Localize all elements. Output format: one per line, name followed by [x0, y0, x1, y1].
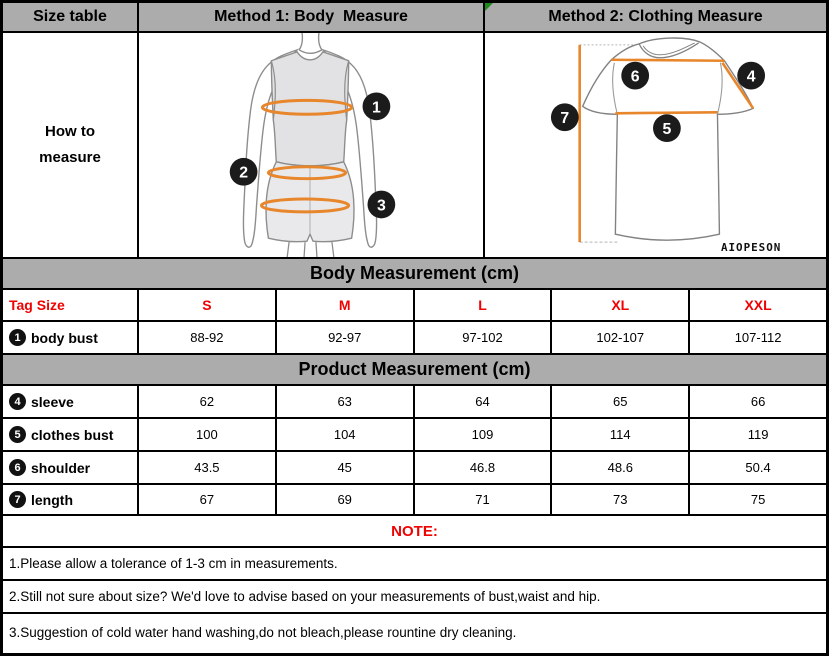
- chest-measure-line: [615, 112, 717, 113]
- svg-text:3: 3: [376, 197, 386, 215]
- row-label-sleeve: [3, 386, 139, 417]
- body-measurement-band: [3, 259, 826, 290]
- clothes-bust-xl: 114: [552, 419, 690, 450]
- body-measurement-title: Body Measurement (cm): [3, 259, 826, 288]
- table-row-body-bust: [3, 322, 826, 355]
- shoulder-xxl: 50.4: [745, 460, 771, 475]
- marker-1: [363, 92, 391, 120]
- body-bust-xl: 102-107: [552, 322, 690, 353]
- marker-3: [367, 191, 395, 219]
- body-bust-m: 92-97: [277, 322, 415, 353]
- top-header-row: [3, 3, 826, 33]
- sleeve-xxl: 66: [750, 394, 766, 409]
- clothes-bust-s: 100: [139, 419, 277, 450]
- length-m: 69: [277, 485, 415, 514]
- size-header-l: L: [415, 290, 553, 320]
- how-to-measure-cell: [3, 33, 139, 257]
- size-header-s: S: [139, 290, 277, 320]
- sleeve-m: 63: [277, 386, 415, 417]
- length-s: 67: [139, 485, 277, 514]
- body-bust-xxl: 107-112: [734, 330, 782, 345]
- table-row-length: [3, 485, 826, 516]
- shoulder-xl: 48.6: [552, 452, 690, 483]
- note-row-3: [3, 614, 826, 651]
- illustration-row: [3, 33, 826, 259]
- circled-number-5-icon: 5: [9, 426, 26, 443]
- note-3-text: 3.Suggestion of cold water hand washing,do not bleach,please rountine dry cleaning.: [9, 625, 517, 640]
- header-size-table: Size table: [3, 3, 139, 31]
- clothing-measure-illustration-cell: [485, 33, 826, 257]
- body-figure-illustration: [139, 33, 483, 257]
- note-title-row: [3, 516, 826, 548]
- circled-number-7-icon: 7: [9, 491, 26, 508]
- sleeve-xl: 65: [552, 386, 690, 417]
- body-bust-s: 88-92: [139, 322, 277, 353]
- length-xxl: 75: [750, 492, 766, 507]
- header-method-2-label: Method 2: Clothing Measure: [548, 8, 763, 25]
- clothes-bust-l: 109: [415, 419, 553, 450]
- note-2-text: 2.Still not sure about size? We'd love to advise based on your measurements of bust,waist and hip.: [9, 589, 601, 604]
- shoulder-measure-line: [611, 60, 724, 61]
- row-label-shoulder: [3, 452, 139, 483]
- svg-text:7: 7: [560, 110, 570, 128]
- cell-comment-marker: [485, 3, 493, 11]
- size-header-xl: XL: [552, 290, 690, 320]
- row-label-text: sleeve: [31, 393, 74, 410]
- svg-text:4: 4: [746, 68, 756, 86]
- header-method-2: [485, 3, 826, 31]
- tag-size-row: [3, 290, 826, 322]
- size-header-xxl: XXL: [744, 297, 772, 313]
- row-label-text: body bust: [31, 329, 98, 346]
- marker-7: [551, 103, 579, 131]
- row-label-length: [3, 485, 139, 514]
- clothes-bust-m: 104: [277, 419, 415, 450]
- svg-text:2: 2: [239, 164, 249, 182]
- body-measure-illustration-cell: [139, 33, 485, 257]
- svg-text:6: 6: [630, 68, 640, 86]
- marker-4: [737, 62, 765, 90]
- marker-5: [653, 114, 681, 142]
- shoulder-m: 45: [277, 452, 415, 483]
- circled-number-1-icon: 1: [9, 329, 26, 346]
- marker-6: [621, 62, 649, 90]
- length-l: 71: [415, 485, 553, 514]
- note-row-2: [3, 581, 826, 614]
- svg-text:1: 1: [372, 99, 381, 117]
- sleeve-l: 64: [415, 386, 553, 417]
- product-measurement-title: Product Measurement (cm): [3, 355, 826, 384]
- row-label-text: length: [31, 491, 73, 508]
- clothes-bust-xxl: 119: [747, 427, 769, 442]
- tshirt-illustration: [485, 33, 826, 257]
- tank-top: [271, 52, 348, 166]
- row-label-body-bust: [3, 322, 139, 353]
- length-xl: 73: [552, 485, 690, 514]
- table-row-sleeve: [3, 386, 826, 419]
- note-1-text: 1.Please allow a tolerance of 1-3 cm in measurements.: [9, 556, 338, 571]
- circled-number-6-icon: 6: [9, 459, 26, 476]
- note-row-1: [3, 548, 826, 581]
- shoulder-s: 43.5: [139, 452, 277, 483]
- row-label-clothes-bust: [3, 419, 139, 450]
- size-header-m: M: [277, 290, 415, 320]
- shoulder-l: 46.8: [415, 452, 553, 483]
- marker-2: [230, 158, 258, 186]
- note-title: NOTE:: [391, 522, 438, 540]
- brand-text: AIOPESON: [720, 241, 782, 255]
- table-row-shoulder: [3, 452, 826, 485]
- sleeve-s: 62: [139, 386, 277, 417]
- tag-size-label: Tag Size: [3, 290, 139, 320]
- row-label-text: clothes bust: [31, 426, 114, 443]
- table-row-clothes-bust: [3, 419, 826, 452]
- product-measurement-band: [3, 355, 826, 386]
- header-method-1: Method 1: Body Measure: [139, 3, 485, 31]
- circled-number-4-icon: 4: [9, 393, 26, 410]
- how-to-measure-label: How to measure: [39, 122, 101, 166]
- svg-text:5: 5: [662, 121, 672, 139]
- row-label-text: shoulder: [31, 459, 91, 476]
- body-bust-l: 97-102: [415, 322, 553, 353]
